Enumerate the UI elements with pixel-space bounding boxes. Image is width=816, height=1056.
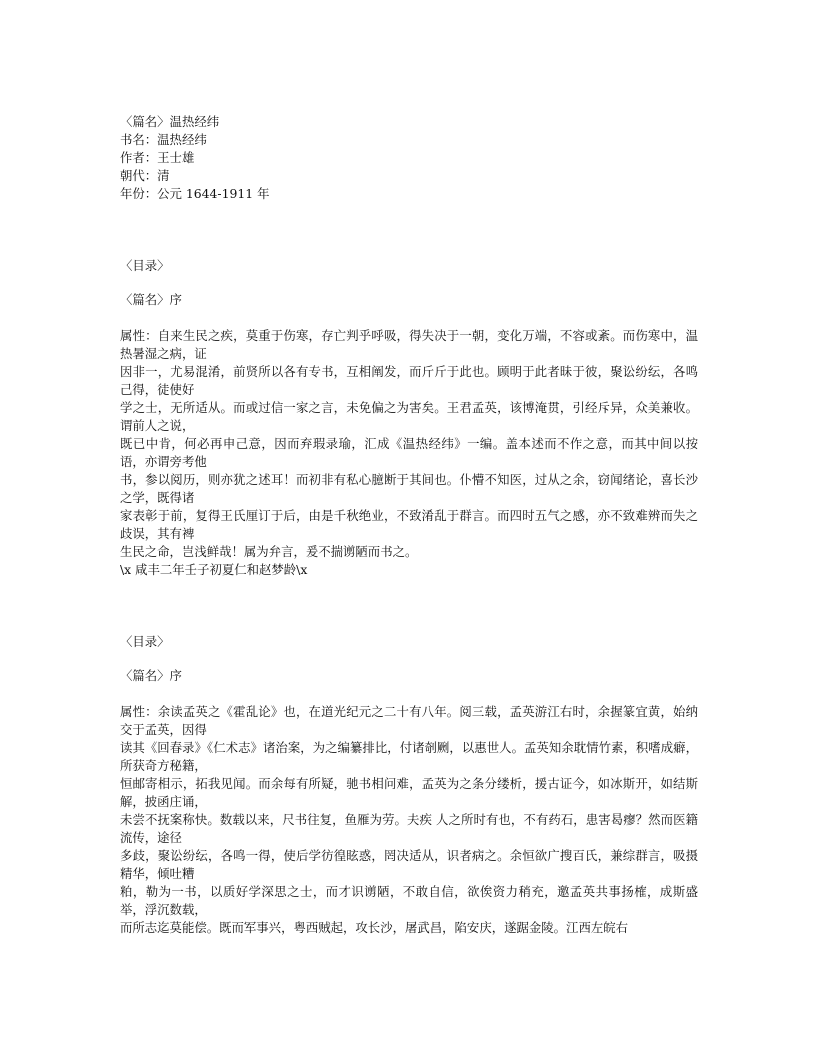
- text-line: 因非一，尤易混淆，前贤所以各有专书，互相阐发，而斤斤于此也。顾明于此者昧于彼，聚讼纷纭，各鸣己得，徒使好: [120, 364, 698, 397]
- preface-body-1: [120, 327, 698, 579]
- text-line: 学之士，无所适从。而或过信一家之言，未免偏之为害矣。王君孟英，该博淹贯，引经斥异，众美兼收。谓前人之说，: [120, 400, 698, 433]
- text-line: 读其《回春录》《仁术志》诸治案，为之编纂排比，付诸剞劂，以惠世人。孟英知余耽情竹素，积嗜成癖，所获奇方秘籍，: [120, 740, 698, 773]
- text-line: 既已中肯，何必再申己意，因而弃瑕录瑜，汇成《温热经纬》一编。盖本述而不作之意，而其中间以按语，亦谓旁考他: [120, 436, 698, 469]
- chapter-label: 〈篇名〉序: [120, 292, 182, 307]
- text-line: 粕，勒为一书，以质好学深思之士，而才识谫陋，不敢自信，欲俟资力稍充，邀孟英共事扬榷，成斯盛举，浮沉数载，: [120, 884, 698, 917]
- toc-label: 〈目录〉: [120, 634, 170, 649]
- preface-body-2: [120, 703, 698, 937]
- text-line: 而所志迄莫能偿。既而军事兴，粤西贼起，攻长沙，屠武昌，陷安庆，遂踞金陵。江西左皖右: [120, 920, 629, 935]
- text-line: 多歧，聚讼纷纭，各鸣一得，使后学彷徨眩惑，罔决适从，识者病之。余恒欲广搜百氏，兼综群言，吸摄精华，倾吐糟: [120, 848, 698, 881]
- chapter-label: 〈篇名〉序: [120, 668, 182, 683]
- spacer: [120, 275, 698, 291]
- text-line: 生民之命，岂浅鲜哉！属为弁言，爰不揣谫陋而书之。: [120, 544, 418, 559]
- dynasty-line: 朝代：清: [120, 168, 170, 183]
- spacer: [120, 685, 698, 703]
- document-page: [120, 113, 698, 937]
- text-line: 属性：余读孟英之《霍乱论》也，在道光纪元之二十有八年。阅三载，孟英游江右时，余握篆宜黄，始纳交于孟英，因得: [120, 704, 698, 737]
- book-name-line: 书名：温热经纬: [120, 132, 207, 147]
- toc-label: 〈目录〉: [120, 258, 170, 273]
- signature-line: \x 咸丰二年壬子初夏仁和赵梦龄\x: [120, 562, 308, 577]
- text-line: 书，参以阅历，则亦犹之述耳！而初非有私心臆断于其间也。仆懵不知医，过从之余，窃闻绪论，喜长沙之学，既得诸: [120, 472, 698, 505]
- text-line: 属性：自来生民之疾，莫重于伤寒，存亡判乎呼吸，得失决于一朝，变化万端，不容或紊。而伤寒中，温热暑湿之病，证: [120, 328, 698, 361]
- spacer: [120, 651, 698, 667]
- text-line: 恒邮寄相示，拓我见闻。而余每有所疑，驰书相问难，孟英为之条分缕析，援古证今，如冰斯开，如结斯解，披函庄诵，: [120, 776, 698, 809]
- text-line: 未尝不抚案称快。数载以来，尺书往复，鱼雁为劳。夫疾 人之所时有也，不有药石，患害曷瘳？然而医籍流传，途径: [120, 812, 698, 845]
- chapter-title-line: 〈篇名〉温热经纬: [120, 114, 220, 129]
- spacer: [120, 579, 698, 633]
- author-line: 作者：王士雄: [120, 150, 195, 165]
- spacer: [120, 203, 698, 257]
- year-line: 年份：公元 1644-1911 年: [120, 186, 270, 201]
- spacer: [120, 309, 698, 327]
- text-line: 家表彰于前，复得王氏厘订于后，由是千秋绝业，不致淆乱于群言。而四时五气之感，亦不致难辨而失之歧误，其有裨: [120, 508, 698, 541]
